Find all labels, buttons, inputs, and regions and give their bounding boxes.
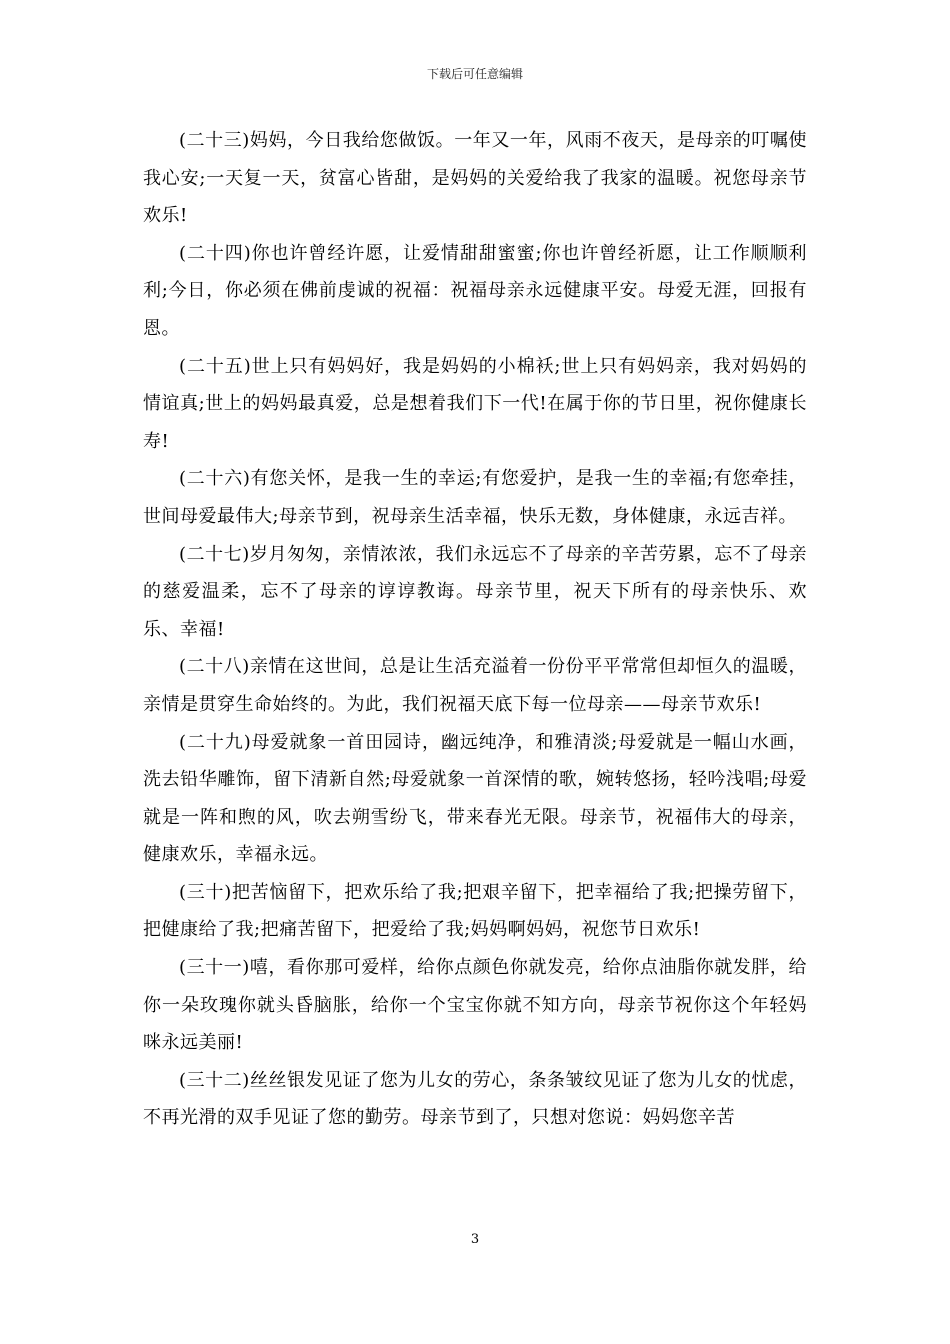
paragraph-27: (二十七)岁月匆匆，亲情浓浓，我们永远忘不了母亲的辛苦劳累，忘不了母亲的慈爱温柔，忘不了母亲的谆谆教诲。母亲节里，祝天下所有的母亲快乐、欢乐、幸福! (143, 543, 807, 640)
paragraph-24: (二十四)你也许曾经许愿，让爱情甜甜蜜蜜;你也许曾经祈愿，让工作顺顺利利;今日，你必须在佛前虔诚的祝福：祝福母亲永远健康平安。母爱无涯，回报有恩。 (143, 242, 807, 339)
paragraph-23: (二十三)妈妈，今日我给您做饭。一年又一年，风雨不夜天，是母亲的叮嘱使我心安;一天复一天，贫富心皆甜，是妈妈的关爱给我了我家的温暖。祝您母亲节欢乐! (143, 130, 807, 227)
paragraph-29: (二十九)母爱就象一首田园诗，幽远纯净，和雅清淡;母爱就是一幅山水画，洗去铅华雕饰，留下清新自然;母爱就象一首深情的歌，婉转悠扬，轻吟浅唱;母爱就是一阵和煦的风，吹去朔雪纷飞，带来春光无限。母亲节，祝福伟大的母亲，健康欢乐，幸福永远。 (143, 731, 807, 866)
paragraph-31: (三十一)嘻，看你那可爱样，给你点颜色你就发亮，给你点油脂你就发胖，给你一朵玫瑰你就头昏脑胀，给你一个宝宝你就不知方向，母亲节祝你这个年轻妈咪永远美丽! (143, 957, 807, 1054)
page-header: 下载后可任意编辑 (426, 67, 523, 81)
document-body (143, 122, 807, 1137)
paragraph-32: (三十二)丝丝银发见证了您为儿女的劳心，条条皱纹见证了您为儿女的忧虑，不再光滑的双手见证了您的勤劳。母亲节到了，只想对您说：妈妈您辛苦 (143, 1069, 807, 1129)
paragraph-25: (二十五)世上只有妈妈好，我是妈妈的小棉袄;世上只有妈妈亲，我对妈妈的情谊真;世上的妈妈最真爱，总是想着我们下一代!在属于你的节日里，祝你健康长寿! (143, 355, 807, 452)
paragraph-28: (二十八)亲情在这世间，总是让生活充溢着一份份平平常常但却恒久的温暖，亲情是贯穿生命始终的。为此，我们祝福天底下每一位母亲——母亲节欢乐! (143, 656, 807, 715)
paragraph-30: (三十)把苦恼留下，把欢乐给了我;把艰辛留下，把幸福给了我;把操劳留下，把健康给了我;把痛苦留下，把爱给了我;妈妈啊妈妈，祝您节日欢乐! (143, 881, 807, 941)
paragraph-26: (二十六)有您关怀，是我一生的幸运;有您爱护，是我一生的幸福;有您牵挂，世间母爱最伟大;母亲节到，祝母亲生活幸福，快乐无数，身体健康，永远吉祥。 (143, 468, 807, 527)
page-number: 3 (470, 1232, 480, 1247)
